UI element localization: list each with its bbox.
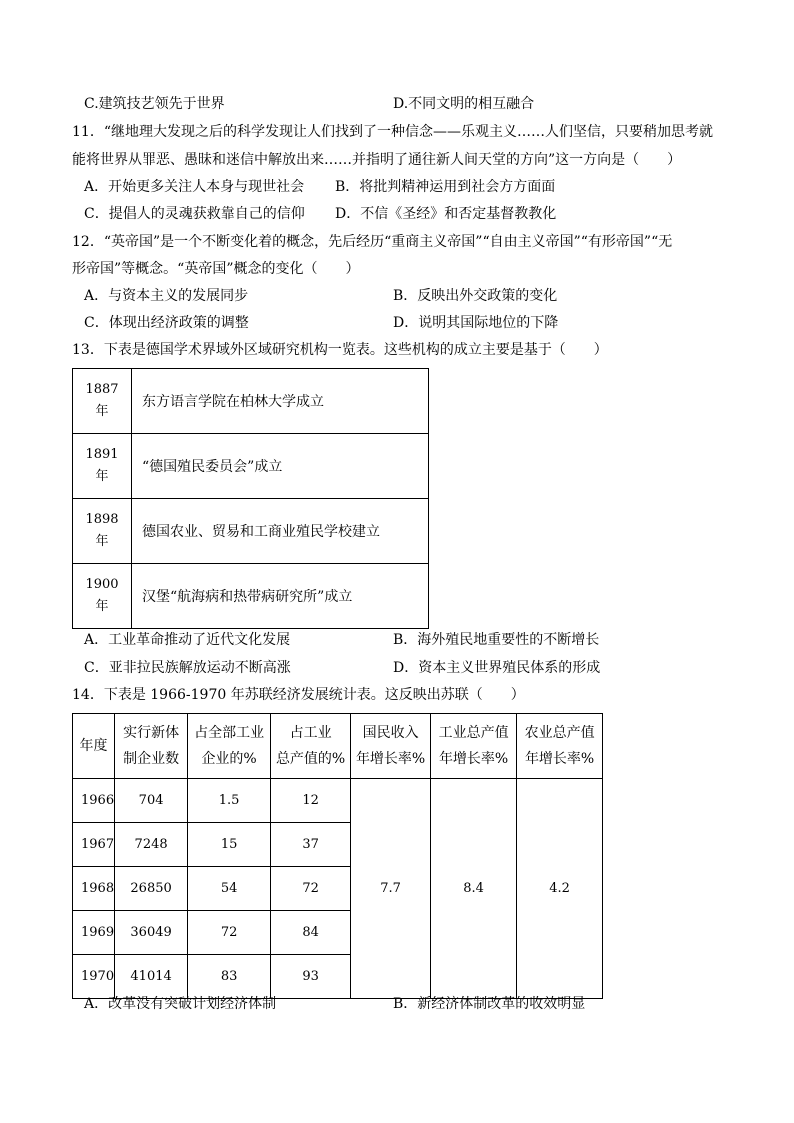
cell-share-enterprises: 72 [188, 911, 271, 955]
q11-option-c: C．提倡人的灵魂获救靠自己的信仰 [84, 206, 305, 222]
table-row [73, 564, 429, 629]
cell-enterprises: 26850 [115, 867, 188, 911]
year-unit: 年 [95, 534, 109, 549]
q13-stem: 13．下表是德国学术界域外区域研究机构一览表。这些机构的成立主要是基于（ ） [72, 342, 608, 358]
year-unit: 年 [95, 469, 109, 484]
year-number: 1891 [85, 447, 119, 462]
cell-enterprises: 7248 [115, 823, 188, 867]
q13-option-a: A．工业革命推动了近代文化发展 [84, 632, 291, 648]
cell-year: 1967 [73, 823, 115, 867]
header-industrial-output-growth: 工业总产值 年增长率% [431, 714, 517, 779]
cell-share-output: 93 [271, 955, 351, 999]
table-row [73, 499, 429, 564]
cell-share-enterprises: 1.5 [188, 779, 271, 823]
table-row [73, 779, 603, 823]
cell-share-output: 37 [271, 823, 351, 867]
cell-share-output: 84 [271, 911, 351, 955]
q11-option-a: A．开始更多关注人本身与现世社会 [84, 179, 305, 195]
cell-year: 1966 [73, 779, 115, 823]
q12-option-b: B．反映出外交政策的变化 [393, 288, 558, 304]
q12-option-c: C．体现出经济政策的调整 [84, 315, 249, 331]
year-number: 1900 [85, 577, 119, 592]
q10-option-c: C.建筑技艺领先于世界 [84, 96, 225, 112]
q11-option-d: D．不信《圣经》和否定基督教教化 [335, 206, 557, 222]
q13-institutions-table [72, 368, 429, 629]
q14-soviet-economy-table [72, 713, 603, 999]
q11-option-b: B．将批判精神运用到社会方方面面 [335, 179, 556, 195]
cell-year: 1968 [73, 867, 115, 911]
header-national-income-growth: 国民收入 年增长率% [351, 714, 431, 779]
year-cell [73, 564, 132, 629]
cell-share-output: 12 [271, 779, 351, 823]
q13-option-c: C．亚非拉民族解放运动不断高涨 [84, 660, 291, 676]
q14-option-b: B．新经济体制改革的收效明显 [393, 996, 586, 1012]
cell-industrial-output-growth: 8.4 [431, 779, 517, 999]
cell-enterprises: 41014 [115, 955, 188, 999]
q10-option-d: D.不同文明的相互融合 [393, 96, 535, 112]
header-new-system-enterprises: 实行新体 制企业数 [115, 714, 188, 779]
header-share-of-enterprises: 占全部工业 企业的% [188, 714, 271, 779]
q12-stem-line2: 形帝国”等概念。“英帝国”概念的变化（ ） [72, 261, 360, 277]
table-row [73, 369, 429, 434]
cell-share-enterprises: 15 [188, 823, 271, 867]
cell-year: 1969 [73, 911, 115, 955]
year-number: 1898 [85, 512, 119, 527]
q12-stem-line1: 12．“英帝国”是一个不断变化着的概念，先后经历“重商主义帝国”“自由主义帝国”“有形帝国”“无 [72, 234, 673, 250]
cell-share-output: 72 [271, 867, 351, 911]
year-unit: 年 [95, 404, 109, 419]
q12-option-d: D．说明其国际地位的下降 [393, 315, 559, 331]
year-number: 1887 [85, 382, 119, 397]
q13-option-d: D．资本主义世界殖民体系的形成 [393, 660, 601, 676]
header-agricultural-output-growth: 农业总产值 年增长率% [517, 714, 603, 779]
header-share-of-output: 占工业 总产值的% [271, 714, 351, 779]
header-year: 年度 [73, 714, 115, 779]
event-cell: 德国农业、贸易和工商业殖民学校建立 [132, 499, 429, 564]
event-cell: 汉堡“航海病和热带病研究所”成立 [132, 564, 429, 629]
q13-option-b: B．海外殖民地重要性的不断增长 [393, 632, 600, 648]
table-row [73, 434, 429, 499]
cell-share-enterprises: 54 [188, 867, 271, 911]
year-cell [73, 434, 132, 499]
q11-stem-line2: 能将世界从罪恶、愚昧和迷信中解放出来……并指明了通往新人间天堂的方向”这一方向是（ ） [72, 152, 682, 168]
year-cell [73, 499, 132, 564]
event-cell: 东方语言学院在柏林大学成立 [132, 369, 429, 434]
table-header-row [73, 714, 603, 779]
cell-share-enterprises: 83 [188, 955, 271, 999]
cell-agricultural-output-growth: 4.2 [517, 779, 603, 999]
cell-national-income-growth: 7.7 [351, 779, 431, 999]
year-unit: 年 [95, 599, 109, 614]
cell-year: 1970 [73, 955, 115, 999]
q14-stem: 14．下表是 1966-1970 年苏联经济发展统计表。这反映出苏联（ ） [72, 687, 525, 703]
q12-option-a: A．与资本主义的发展同步 [84, 288, 249, 304]
year-cell [73, 369, 132, 434]
q11-stem-line1: 11．“继地理大发现之后的科学发现让人们找到了一种信念——乐观主义……人们坚信，只要稍加思考就 [72, 124, 713, 140]
q14-option-a: A．改革没有突破计划经济体制 [84, 996, 277, 1012]
cell-enterprises: 36049 [115, 911, 188, 955]
event-cell: “德国殖民委员会”成立 [132, 434, 429, 499]
cell-enterprises: 704 [115, 779, 188, 823]
